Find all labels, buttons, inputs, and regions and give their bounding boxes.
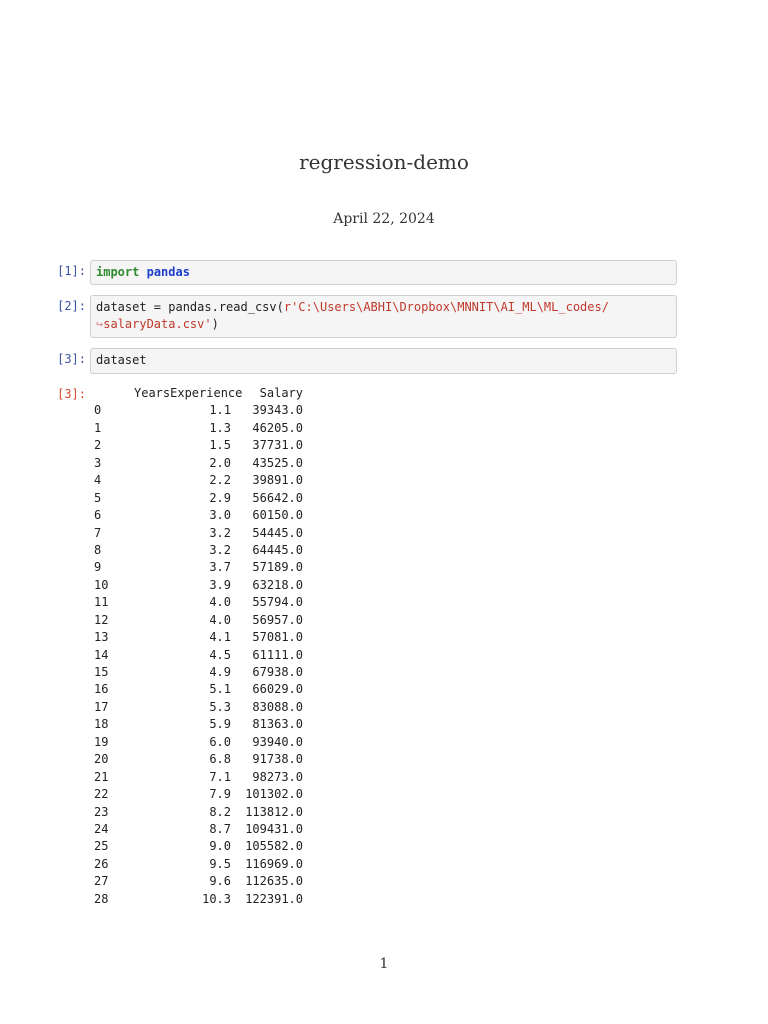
row-index: 3 (94, 455, 102, 470)
years-cell: 1.5 (209, 438, 231, 453)
salary-cell: 57189.0 (252, 560, 303, 575)
salary-cell: 56642.0 (252, 490, 303, 505)
table-row (94, 681, 303, 698)
salary-cell: 56957.0 (252, 612, 303, 627)
table-row (94, 856, 303, 873)
years-cell: 9.6 (209, 874, 231, 889)
table-row (94, 838, 303, 855)
years-cell: 3.2 (209, 525, 231, 540)
table-row (94, 891, 303, 908)
table-body (94, 402, 303, 908)
years-cell: 8.2 (209, 804, 231, 819)
years-cell: 9.0 (209, 839, 231, 854)
salary-cell: 55794.0 (252, 595, 303, 610)
code-prefix: dataset = pandas.read_csv( (96, 300, 284, 314)
table-row (94, 629, 303, 646)
salary-cell: 63218.0 (252, 577, 303, 592)
years-cell: 5.9 (209, 717, 231, 732)
salary-cell: 109431.0 (245, 821, 303, 836)
salary-cell: 81363.0 (252, 717, 303, 732)
input-prompt-2: [2]: (57, 299, 86, 313)
document-title: regression-demo (299, 150, 469, 174)
years-cell: 2.9 (209, 490, 231, 505)
keyword-import: import (96, 265, 140, 279)
row-index: 18 (94, 717, 109, 732)
code-suffix: ) (211, 317, 219, 331)
years-cell: 7.9 (209, 787, 231, 802)
years-cell: 1.1 (209, 403, 231, 418)
table-row (94, 612, 303, 629)
table-row (94, 786, 303, 803)
row-index: 4 (94, 473, 102, 488)
code-cell-3[interactable] (90, 348, 677, 374)
salary-cell: 60150.0 (252, 508, 303, 523)
salary-cell: 64445.0 (252, 542, 303, 557)
row-index: 17 (94, 699, 109, 714)
code-cell-1[interactable] (90, 260, 677, 285)
row-index: 10 (94, 577, 109, 592)
table-row (94, 664, 303, 681)
table-row (94, 542, 303, 559)
row-index: 20 (94, 752, 109, 767)
salary-cell: 37731.0 (252, 438, 303, 453)
table-row (94, 804, 303, 821)
salary-cell: 46205.0 (252, 420, 303, 435)
row-index: 5 (94, 490, 102, 505)
path-string-part2: salaryData.csv' (103, 317, 212, 331)
years-cell: 10.3 (202, 891, 231, 906)
salary-cell: 83088.0 (252, 699, 303, 714)
row-index: 6 (94, 508, 102, 523)
column-header-salary: Salary (259, 386, 303, 400)
index-header (94, 385, 134, 402)
salary-cell: 39343.0 (252, 403, 303, 418)
years-cell: 9.5 (209, 856, 231, 871)
row-index: 19 (94, 734, 109, 749)
salary-cell: 54445.0 (252, 525, 303, 540)
table-row (94, 472, 303, 489)
row-index: 26 (94, 856, 109, 871)
table-row (94, 821, 303, 838)
row-index: 1 (94, 420, 102, 435)
table-row (94, 455, 303, 472)
years-cell: 1.3 (209, 420, 231, 435)
row-index: 0 (94, 403, 102, 418)
row-index: 7 (94, 525, 102, 540)
row-index: 28 (94, 891, 109, 906)
salary-cell: 61111.0 (252, 647, 303, 662)
dataframe-output (94, 385, 303, 908)
years-cell: 3.9 (209, 577, 231, 592)
years-cell: 2.0 (209, 455, 231, 470)
row-index: 16 (94, 682, 109, 697)
row-index: 23 (94, 804, 109, 819)
years-cell: 4.1 (209, 630, 231, 645)
salary-cell: 67938.0 (252, 665, 303, 679)
salary-cell: 113812.0 (245, 804, 303, 819)
table-row (94, 751, 303, 768)
row-index: 11 (94, 595, 109, 610)
years-cell: 4.9 (209, 665, 231, 679)
module-name: pandas (146, 265, 190, 279)
table-row (94, 716, 303, 733)
salary-cell: 101302.0 (245, 787, 303, 802)
row-index: 14 (94, 647, 109, 662)
row-index: 25 (94, 839, 109, 854)
table-row (94, 525, 303, 542)
salary-cell: 91738.0 (252, 752, 303, 767)
row-index: 15 (94, 665, 109, 679)
document-date: April 22, 2024 (333, 211, 435, 227)
output-prompt-3: [3]: (57, 387, 86, 401)
table-row (94, 873, 303, 890)
table-row (94, 437, 303, 454)
column-header-years: YearsExperience (134, 386, 243, 400)
salary-cell: 39891.0 (252, 473, 303, 488)
years-cell: 7.1 (209, 769, 231, 784)
page-number: 1 (379, 956, 389, 972)
row-index: 9 (94, 560, 102, 575)
years-cell: 4.0 (209, 612, 231, 627)
row-index: 13 (94, 630, 109, 645)
salary-cell: 93940.0 (252, 734, 303, 749)
row-index: 27 (94, 874, 109, 889)
row-index: 2 (94, 438, 102, 453)
code-cell-2[interactable] (90, 295, 677, 338)
table-row (94, 577, 303, 594)
years-cell: 6.8 (209, 752, 231, 767)
salary-cell: 66029.0 (252, 682, 303, 697)
table-row (94, 594, 303, 611)
salary-cell: 105582.0 (245, 839, 303, 854)
table-row (94, 559, 303, 576)
table-row (94, 699, 303, 716)
years-cell: 2.2 (209, 473, 231, 488)
table-row (94, 402, 303, 419)
row-index: 24 (94, 821, 109, 836)
years-cell: 4.5 (209, 647, 231, 662)
years-cell: 6.0 (209, 734, 231, 749)
row-index: 12 (94, 612, 109, 627)
years-cell: 3.2 (209, 542, 231, 557)
table-row (94, 490, 303, 507)
row-index: 8 (94, 542, 102, 557)
years-cell: 5.1 (209, 682, 231, 697)
table-header-row (94, 385, 303, 402)
years-cell: 4.0 (209, 595, 231, 610)
code-text: dataset (96, 353, 147, 367)
salary-cell: 43525.0 (252, 455, 303, 470)
table-row (94, 769, 303, 786)
table-row (94, 420, 303, 437)
salary-cell: 98273.0 (252, 769, 303, 784)
continuation-arrow-icon: ↪ (96, 317, 104, 331)
years-cell: 8.7 (209, 821, 231, 836)
salary-cell: 57081.0 (252, 630, 303, 645)
years-cell: 5.3 (209, 699, 231, 714)
input-prompt-3: [3]: (57, 352, 86, 366)
path-string-part1: r'C:\Users\ABHI\Dropbox\MNNIT\AI_ML\ML_codes/ (283, 300, 609, 314)
row-index: 21 (94, 769, 109, 784)
table-row (94, 647, 303, 664)
years-cell: 3.7 (209, 560, 231, 575)
salary-cell: 112635.0 (245, 874, 303, 889)
table-row (94, 507, 303, 524)
row-index: 22 (94, 787, 109, 802)
table-row (94, 734, 303, 751)
salary-cell: 122391.0 (245, 891, 303, 906)
salary-cell: 116969.0 (245, 856, 303, 871)
input-prompt-1: [1]: (57, 264, 86, 278)
years-cell: 3.0 (209, 508, 231, 523)
